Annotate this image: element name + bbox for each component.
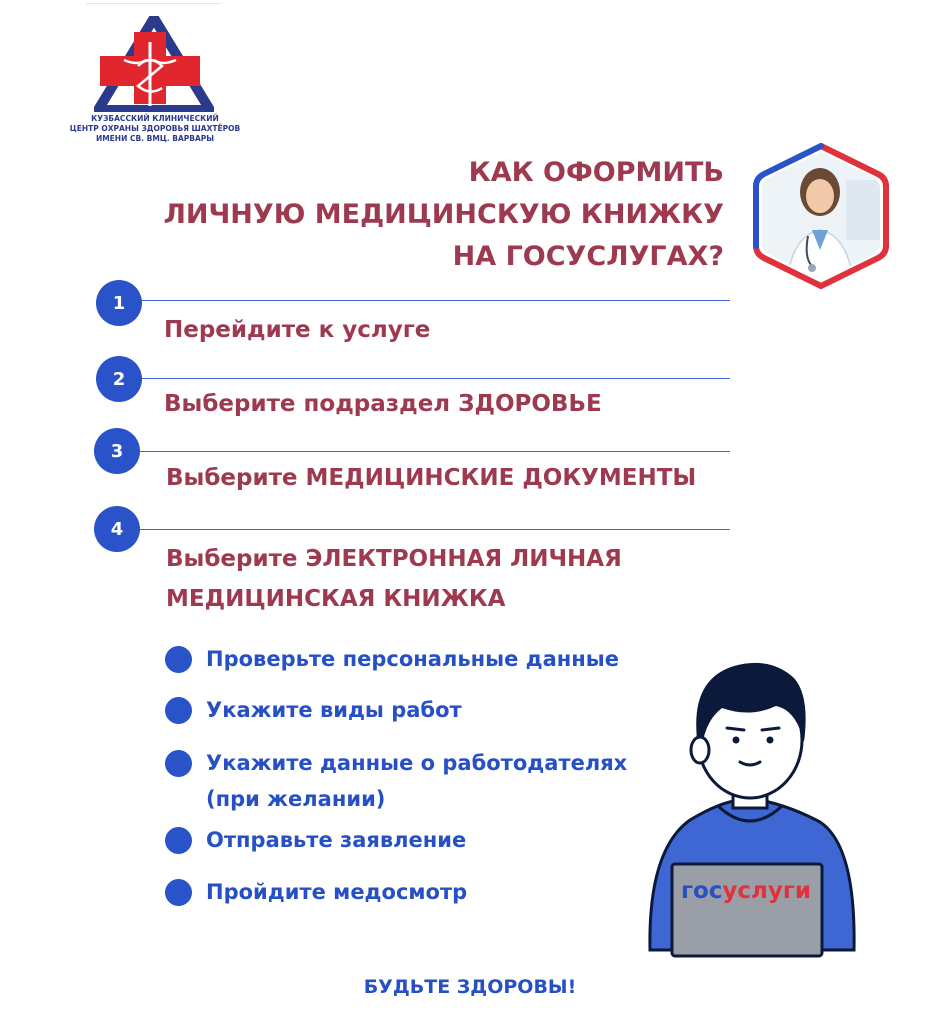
gosuslugi-logo-part2: услуги <box>722 878 812 904</box>
logo-caption-line: КУЗБАССКИЙ КЛИНИЧЕСКИЙ <box>91 114 219 123</box>
title-line: НА ГОСУСЛУГАХ? <box>452 241 724 272</box>
title-line: ЛИЧНУЮ МЕДИЦИНСКУЮ КНИЖКУ <box>163 199 724 230</box>
step-text: Выберите МЕДИЦИНСКИЕ ДОКУМЕНТЫ <box>166 465 697 491</box>
step-text: МЕДИЦИНСКАЯ КНИЖКА <box>166 586 506 612</box>
bullet-dot <box>165 697 192 724</box>
bullet-text: Пройдите медосмотр <box>206 880 468 904</box>
gosuslugi-logo-part1: гос <box>680 878 723 904</box>
step-number-badge: 1 <box>96 280 142 326</box>
person-laptop-icon <box>630 650 870 960</box>
bullet-text: (при желании) <box>206 787 386 811</box>
step-number-badge: 2 <box>96 356 142 402</box>
bullet-dot <box>165 750 192 777</box>
step-number-badge: 3 <box>94 428 140 474</box>
bullet-text: Проверьте персональные данные <box>206 647 620 671</box>
bullet-dot <box>165 646 192 673</box>
top-rule <box>86 3 221 4</box>
bullet-text: Укажите данные о работодателях <box>206 751 628 775</box>
step-number-badge: 4 <box>94 506 140 552</box>
step-divider <box>120 378 730 379</box>
step-text: Выберите подраздел ЗДОРОВЬЕ <box>164 391 602 417</box>
step-divider <box>120 300 730 301</box>
page-title <box>163 152 724 278</box>
step-divider <box>120 451 730 452</box>
gosuslugi-logo <box>672 878 820 904</box>
bullet-dot <box>165 827 192 854</box>
step-text: Выберите ЭЛЕКТРОННАЯ ЛИЧНАЯ <box>166 546 622 572</box>
step-divider <box>120 529 730 530</box>
bullet-text: Отправьте заявление <box>206 828 467 852</box>
doctor-hexagon-icon <box>746 140 896 290</box>
step-text: Перейдите к услуге <box>164 317 431 343</box>
bullet-dot <box>165 879 192 906</box>
bullet-text: Укажите виды работ <box>206 698 462 722</box>
title-line: КАК ОФОРМИТЬ <box>468 157 724 188</box>
footer-slogan: БУДЬТЕ ЗДОРОВЫ! <box>363 976 577 998</box>
logo-caption <box>50 114 260 144</box>
clinic-logo-icon <box>94 16 214 112</box>
logo-caption-line: ИМЕНИ СВ. ВМЦ. ВАРВАРЫ <box>95 134 215 143</box>
logo-caption-line: ЦЕНТР ОХРАНЫ ЗДОРОВЬЯ ШАХТЁРОВ <box>69 124 241 133</box>
